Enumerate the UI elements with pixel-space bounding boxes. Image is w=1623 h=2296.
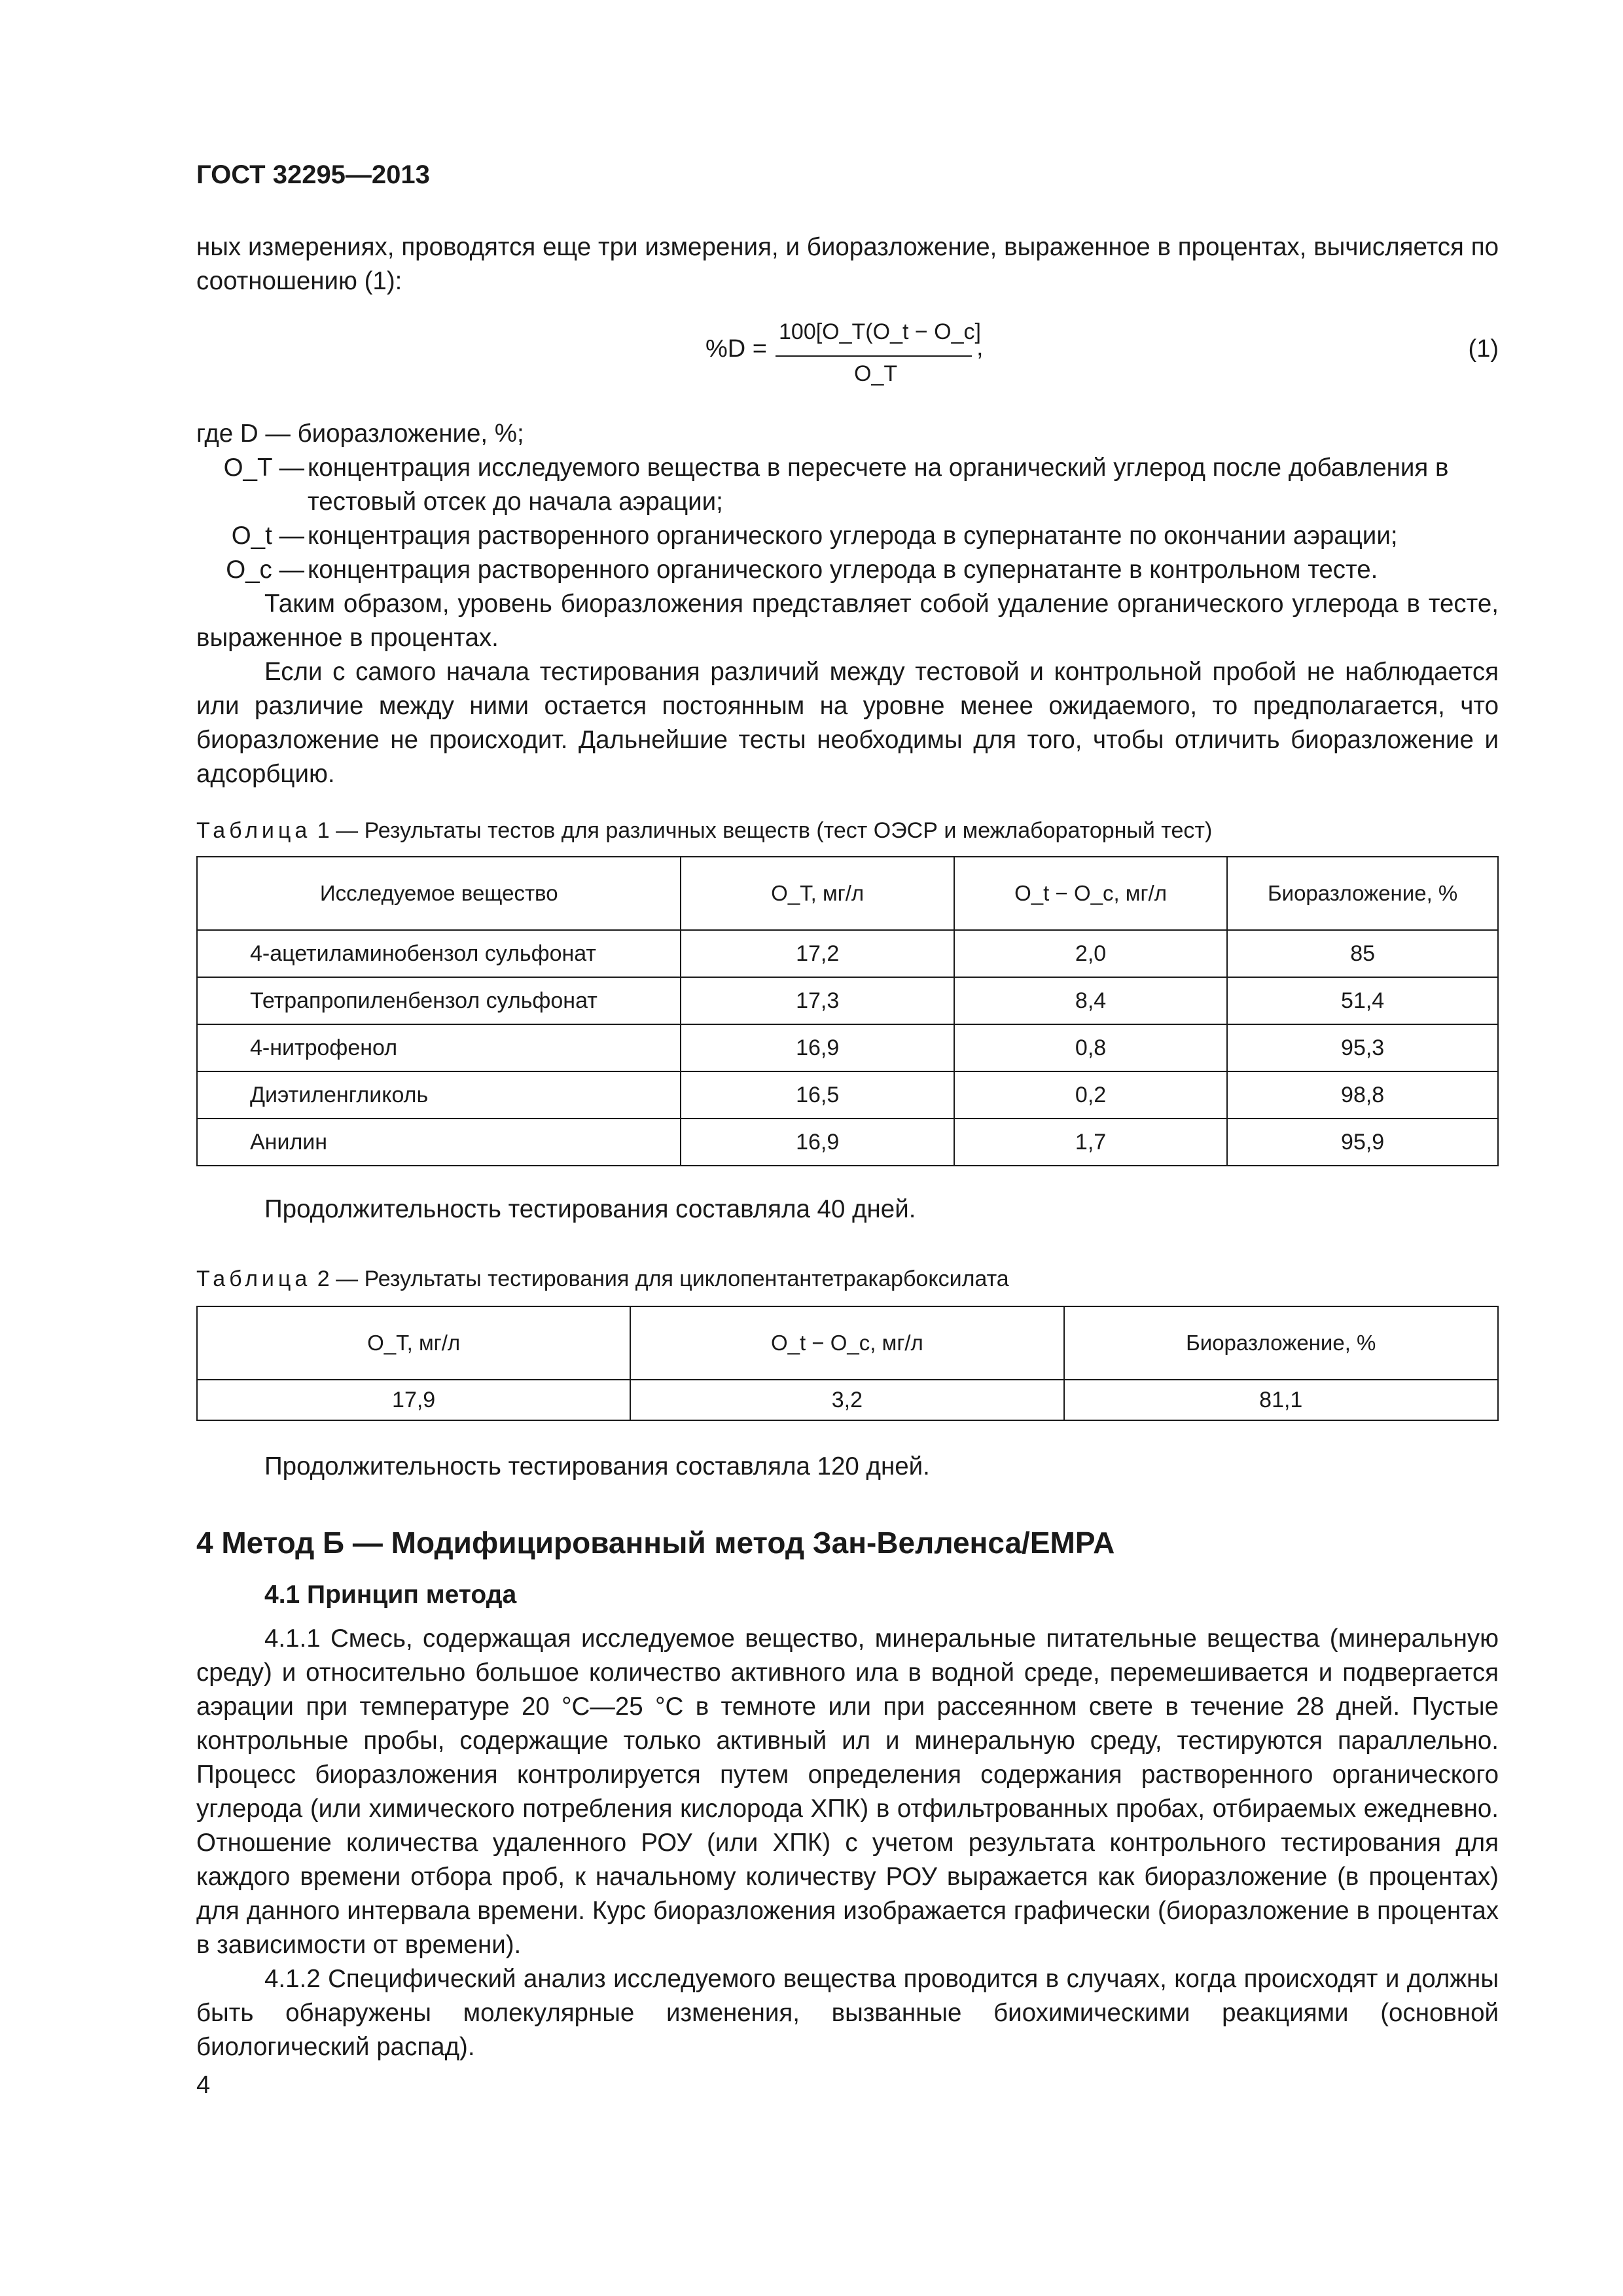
document-header-code: ГОСТ 32295—2013 [196, 160, 430, 189]
substance-cell: 4-нитрофенол [197, 1024, 681, 1071]
definition-desc: концентрация растворенного органического углерода в супернатанте в контрольном тесте. [308, 556, 1378, 584]
biodeg-cell: 81,1 [1064, 1380, 1499, 1420]
ot-cell: 16,9 [681, 1024, 954, 1071]
table1-header-cell: Биоразложение, % [1227, 857, 1498, 930]
ot-cell: 17,9 [197, 1380, 630, 1420]
paragraph-if: Если с самого начала тестирования различий между тестовой и контрольной пробой не наблюдается или различие между ними остается постоянным на уровне менее ожидаемого, то предполагается, что биоразложение не происходит. Дальнейшие тесты необходимы для того, чтобы отличить биоразложение и адсорбцию. [196, 658, 1499, 788]
substance-cell: 4-ацетиламинобензол сульфонат [197, 930, 681, 977]
diff-cell: 3,2 [630, 1380, 1063, 1420]
definition-term: O_t — [231, 522, 304, 550]
table1-note: Продолжительность тестирования составляла 40 дней. [264, 1195, 916, 1223]
paragraph-4-1-1: 4.1.1 Смесь, содержащая исследуемое вещество, минеральные питательные вещества (минеральную среду) и относительно большое количество активного ила в водной среде, перемешивается и подвергается аэрации при температуре 20 °С—25 °С в темноте или при рассеянном свете в течение 28 дней. Пустые контрольные пробы, содержащие только активный ил и минеральную среду, тестируются параллельно. Процесс биоразложения контролируется путем определения содержания растворенного органического углерода (или химического потребления кислорода ХПК) в отфильтрованных пробах, отбираемых ежедневно. Отношение количества удаленного РОУ (или ХПК) с учетом результата контрольного тестирования для каждого времени отбора проб, к начальному количеству РОУ выражается как биоразложение (в процентах) для данного интервала времени. Курс биоразложения изображается графически (биоразложение в процентах в зависимости от времени). [196, 1624, 1499, 1959]
table1-caption-word: Таблица [196, 818, 312, 843]
table1-caption-text: 1 — Результаты тестов для различных веществ (тест ОЭСР и межлабораторный тест) [317, 818, 1213, 843]
diff-cell: 2,0 [954, 930, 1227, 977]
paragraph-thus: Таким образом, уровень биоразложения представляет собой удаление органического углерода в тесте, выраженное в процентах. [196, 590, 1499, 652]
table-row [197, 1380, 1498, 1420]
table2-caption-word: Таблица [196, 1266, 312, 1291]
paragraph-4-1-2: 4.1.2 Специфический анализ исследуемого вещества проводится в случаях, когда происходят и должны быть обнаружены молекулярные изменения, вызванные биохимическими реакциями (основной биологический распад). [196, 1965, 1499, 2061]
table2-caption-text: 2 — Результаты тестирования для циклопентантетракарбоксилата [317, 1266, 1009, 1291]
document-page [196, 0, 1499, 2296]
ot-cell: 16,9 [681, 1119, 954, 1166]
ot-cell: 17,2 [681, 930, 954, 977]
diff-cell: 8,4 [954, 977, 1227, 1024]
section-4-1-heading: 4.1 Принцип метода [264, 1581, 517, 1609]
definition-item [196, 451, 1499, 519]
table1-header-row [197, 857, 1498, 930]
biodeg-cell: 85 [1227, 930, 1498, 977]
formula-numerator: 100[O_T(O_t − O_c] [779, 319, 981, 344]
table1-caption [196, 818, 1212, 844]
diff-cell: 1,7 [954, 1119, 1227, 1166]
diff-cell: 0,8 [954, 1024, 1227, 1071]
section-4-heading: 4 Метод Б — Модифицированный метод Зан-Велленса/EMPA [196, 1526, 1115, 1560]
table1 [196, 856, 1499, 1166]
table2-header-row [197, 1306, 1498, 1380]
table2 [196, 1306, 1499, 1421]
formula-1 [196, 308, 1499, 399]
table2-header-cell: Биоразложение, % [1064, 1306, 1499, 1380]
definition-desc: концентрация исследуемого вещества в пересчете на органический углерод после добавления в тестовый отсек до начала аэрации; [308, 454, 1449, 516]
table1-header-cell: O_t − O_c, мг/л [954, 857, 1227, 930]
table-row [197, 930, 1498, 977]
ot-cell: 17,3 [681, 977, 954, 1024]
ot-cell: 16,5 [681, 1071, 954, 1119]
table-row [197, 977, 1498, 1024]
substance-cell: Анилин [197, 1119, 681, 1166]
definition-term: O_T — [223, 454, 304, 482]
formula-lhs: %D = [705, 335, 767, 363]
formula-denominator: O_T [854, 361, 898, 386]
biodeg-cell: 95,3 [1227, 1024, 1498, 1071]
diff-cell: 0,2 [954, 1071, 1227, 1119]
definition-term: O_c — [226, 556, 304, 584]
table-row [197, 1024, 1498, 1071]
substance-cell: Диэтиленгликоль [197, 1071, 681, 1119]
table-row [197, 1119, 1498, 1166]
biodeg-cell: 95,9 [1227, 1119, 1498, 1166]
table2-caption [196, 1266, 1009, 1292]
table-row [197, 1071, 1498, 1119]
definition-desc: концентрация растворенного органического углерода в супернатанте по окончании аэрации; [308, 522, 1398, 550]
table1-header-cell: Исследуемое вещество [197, 857, 681, 930]
biodeg-cell: 98,8 [1227, 1071, 1498, 1119]
table1-header-cell: O_T, мг/л [681, 857, 954, 930]
fraction-bar [776, 355, 972, 357]
substance-cell: Тетрапропиленбензол сульфонат [197, 977, 681, 1024]
page-number: 4 [196, 2072, 211, 2099]
definition-intro-text: где D — биоразложение, %; [196, 420, 524, 448]
table2-header-cell: O_T, мг/л [197, 1306, 630, 1380]
biodeg-cell: 51,4 [1227, 977, 1498, 1024]
table2-note: Продолжительность тестирования составляла 120 дней. [264, 1452, 930, 1480]
intro-paragraph: ных измерениях, проводятся еще три измерения, и биоразложение, выраженное в процентах, вычисляется по соотношению (1): [196, 233, 1499, 295]
formula-number: (1) [1468, 335, 1499, 363]
table2-header-cell: O_t − O_c, мг/л [630, 1306, 1063, 1380]
formula-comma: , [976, 334, 984, 361]
